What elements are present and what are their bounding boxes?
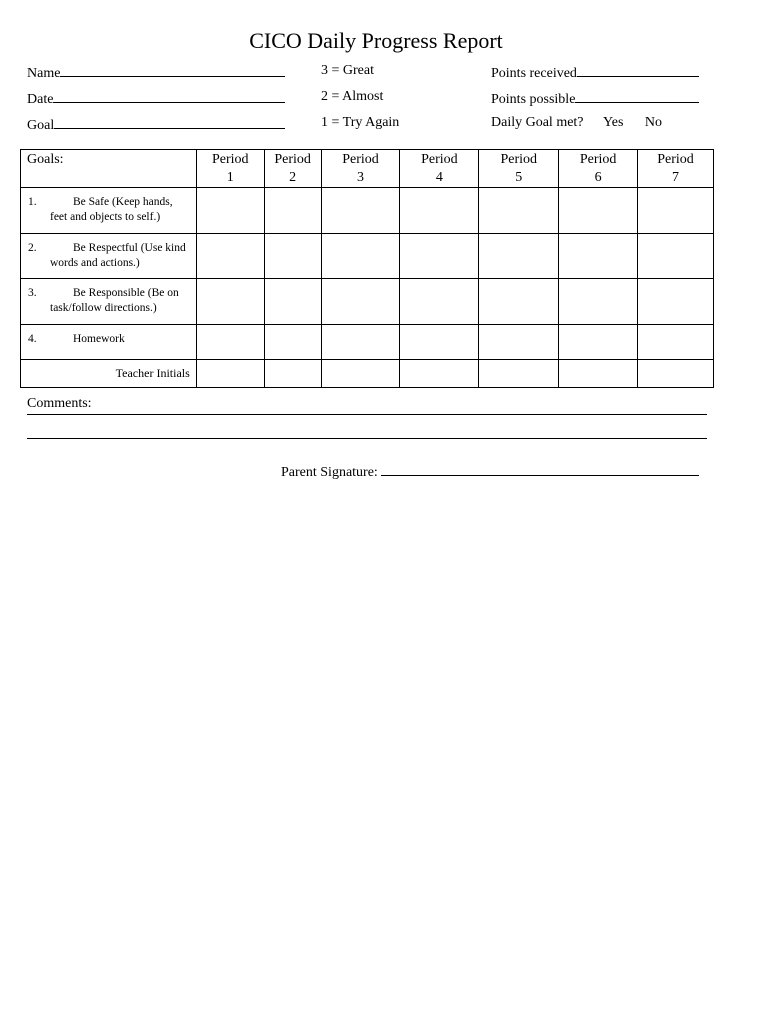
period-2-header: Period 2: [264, 150, 321, 188]
goal-text: Homework: [73, 333, 125, 345]
goal-label: Goal: [27, 118, 55, 133]
score-cell[interactable]: [196, 234, 264, 279]
goal-number: 4.: [28, 333, 37, 345]
name-line: [60, 63, 285, 77]
score-cell[interactable]: [638, 325, 714, 360]
initials-cell[interactable]: [264, 360, 321, 388]
score-cell[interactable]: [321, 234, 400, 279]
score-cell[interactable]: [400, 234, 479, 279]
points-received-field[interactable]: [491, 63, 699, 82]
teacher-initials-row: [21, 360, 714, 388]
score-cell[interactable]: [264, 325, 321, 360]
period-7-header: Period 7: [638, 150, 714, 188]
scale-try-again: 1 = Try Again: [321, 115, 400, 130]
comments-label: Comments:: [27, 396, 92, 411]
points-possible-line: [575, 89, 699, 103]
score-cell[interactable]: [638, 188, 714, 234]
daily-goal-label: Daily Goal met?: [491, 115, 584, 130]
table-row: [21, 234, 714, 279]
goal-number: 3.: [28, 287, 37, 299]
no-option[interactable]: No: [644, 115, 663, 130]
score-cell[interactable]: [479, 279, 559, 325]
period-6-header: Period 6: [559, 150, 638, 188]
points-received-line: [577, 63, 699, 77]
points-received-label: Points received: [491, 66, 577, 81]
date-label: Date: [27, 92, 54, 107]
scale-great: 3 = Great: [321, 63, 374, 78]
name-label: Name: [27, 66, 61, 81]
table-row: [21, 325, 714, 360]
signature-line: [381, 462, 699, 476]
goal-text: Be Respectful (Use kind words and actions.): [50, 242, 186, 269]
comment-line-2[interactable]: [27, 438, 707, 439]
goal-1-cell: [21, 188, 197, 234]
score-cell[interactable]: [321, 325, 400, 360]
goal-line: [54, 115, 285, 129]
score-cell[interactable]: [479, 325, 559, 360]
period-4-header: Period 4: [400, 150, 479, 188]
initials-cell[interactable]: [400, 360, 479, 388]
initials-cell[interactable]: [559, 360, 638, 388]
goal-4-cell: [21, 325, 197, 360]
score-cell[interactable]: [638, 234, 714, 279]
score-cell[interactable]: [264, 188, 321, 234]
date-field[interactable]: [27, 89, 285, 108]
initials-cell[interactable]: [321, 360, 400, 388]
goals-header: Goals:: [21, 150, 197, 188]
table-row: [21, 279, 714, 325]
daily-goal-met: [491, 115, 662, 131]
goal-3-cell: [21, 279, 197, 325]
goal-text: Be Safe (Keep hands, feet and objects to self.): [50, 196, 173, 223]
score-cell[interactable]: [196, 188, 264, 234]
teacher-initials-label: Teacher Initials: [21, 360, 197, 388]
score-cell[interactable]: [400, 188, 479, 234]
table-row: [21, 188, 714, 234]
score-cell[interactable]: [321, 188, 400, 234]
score-cell[interactable]: [559, 234, 638, 279]
scale-almost: 2 = Almost: [321, 89, 384, 104]
score-cell[interactable]: [559, 188, 638, 234]
score-cell[interactable]: [264, 279, 321, 325]
score-cell[interactable]: [400, 325, 479, 360]
parent-signature-field[interactable]: [281, 462, 699, 481]
initials-cell[interactable]: [196, 360, 264, 388]
score-cell[interactable]: [264, 234, 321, 279]
comment-line-1[interactable]: [27, 414, 707, 415]
score-cell[interactable]: [196, 325, 264, 360]
score-cell[interactable]: [559, 325, 638, 360]
goal-number: 2.: [28, 242, 37, 254]
period-3-header: Period 3: [321, 150, 400, 188]
date-line: [53, 89, 285, 103]
score-cell[interactable]: [559, 279, 638, 325]
yes-option[interactable]: Yes: [603, 115, 624, 130]
goal-number: 1.: [28, 196, 37, 208]
score-cell[interactable]: [479, 234, 559, 279]
points-possible-label: Points possible: [491, 92, 576, 107]
goal-text: Be Responsible (Be on task/follow directions.): [50, 287, 179, 314]
score-cell[interactable]: [321, 279, 400, 325]
goals-table: [20, 149, 714, 388]
goal-2-cell: [21, 234, 197, 279]
period-1-header: Period 1: [196, 150, 264, 188]
parent-signature-label: Parent Signature:: [281, 465, 378, 480]
points-possible-field[interactable]: [491, 89, 699, 108]
initials-cell[interactable]: [479, 360, 559, 388]
score-cell[interactable]: [638, 279, 714, 325]
score-cell[interactable]: [196, 279, 264, 325]
page-title: CICO Daily Progress Report: [249, 28, 503, 53]
name-field[interactable]: [27, 63, 285, 82]
header-row: [21, 150, 714, 188]
score-cell[interactable]: [479, 188, 559, 234]
period-5-header: Period 5: [479, 150, 559, 188]
score-cell[interactable]: [400, 279, 479, 325]
initials-cell[interactable]: [638, 360, 714, 388]
goal-field[interactable]: [27, 115, 285, 134]
